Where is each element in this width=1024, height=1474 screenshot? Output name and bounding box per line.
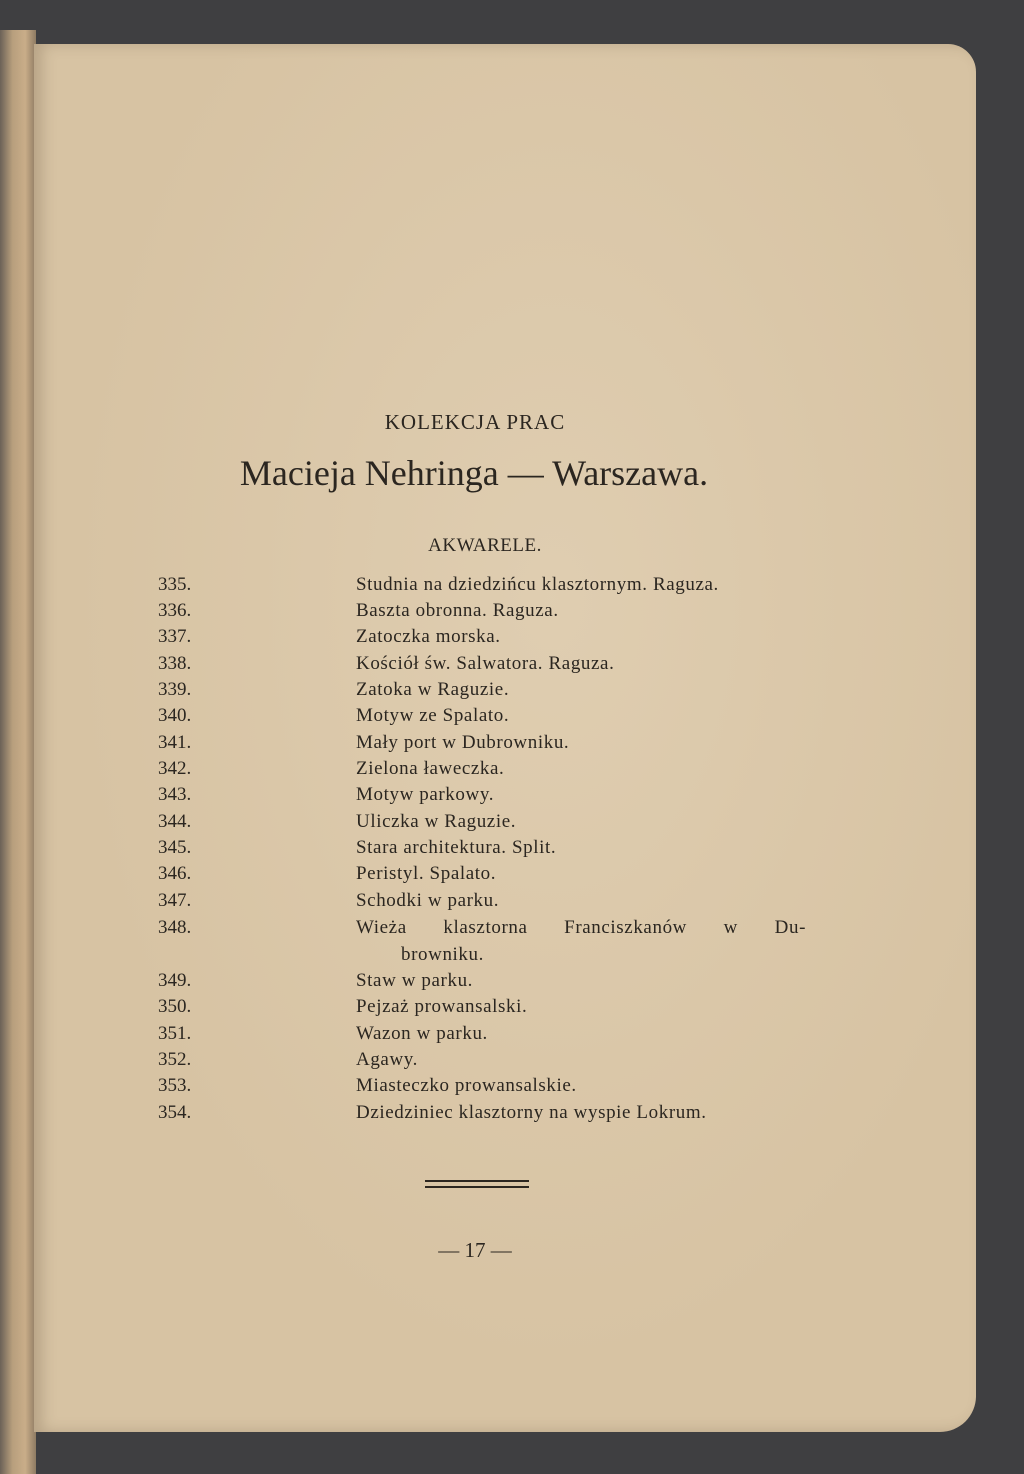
entry-number: 346. [158,863,192,884]
entry-number: 347. [158,890,192,911]
entry-title: Wazon w parku. [356,1023,488,1044]
entry-number: 338. [158,653,192,674]
entry-title: Mały port w Dubrowniku. [356,732,570,753]
entry-title: Agawy. [356,1049,418,1070]
entry-number: 339. [158,679,192,700]
entry-number: 345. [158,837,192,858]
catalog-page [34,44,976,1432]
entry-title: Motyw parkowy. [356,784,495,805]
entry-number: 350. [158,996,192,1017]
entry-number: 348. [158,917,192,938]
entry-title: Baszta obronna. Raguza. [356,600,559,621]
entry-number: 344. [158,811,192,832]
artist-heading: Macieja Nehringa — Warszawa. [239,453,709,493]
entry-title-continuation: browniku. [401,944,484,965]
entry-title: Dziedziniec klasztorny na wyspie Lokrum. [356,1102,707,1123]
entry-number: 341. [158,732,192,753]
entry-title: Schodki w parku. [356,890,500,911]
entry-number: 349. [158,970,192,991]
page-number: — 17 — [438,1238,512,1262]
entry-title: Miasteczko prowansalskie. [356,1075,577,1096]
entry-title: Kościół św. Salwatora. Raguza. [356,653,615,674]
entry-number: 343. [158,784,192,805]
entry-number: 335. [158,574,192,595]
entry-title: Zatoka w Raguzie. [356,679,510,700]
collection-heading: KOLEKCJA PRAC [384,410,566,434]
entry-title: Uliczka w Raguzie. [356,811,517,832]
section-heading: AKWARELE. [428,535,542,556]
divider-rule-top [425,1180,529,1182]
entry-title: Peristyl. Spalato. [356,863,497,884]
divider-rule-bottom [425,1186,529,1188]
entry-title: Motyw ze Spalato. [356,705,510,726]
entry-title: Pejzaż prowansalski. [356,996,528,1017]
entry-number: 352. [158,1049,192,1070]
entry-title: Stara architektura. Split. [356,837,557,858]
entry-title: Staw w parku. [356,970,474,991]
adjacent-page-edge [0,30,36,1474]
entry-title: Wieża klasztorna Franciszkanów w Du- [356,917,806,938]
entry-title: Zielona ławeczka. [356,758,505,779]
entry-number: 353. [158,1075,192,1096]
entry-number: 336. [158,600,192,621]
entry-number: 351. [158,1023,192,1044]
entry-title: Studnia na dziedzińcu klasztornym. Raguza. [356,574,719,595]
entry-number: 337. [158,626,192,647]
entry-number: 342. [158,758,192,779]
entry-number: 340. [158,705,192,726]
entry-title: Zatoczka morska. [356,626,501,647]
entry-number: 354. [158,1102,192,1123]
